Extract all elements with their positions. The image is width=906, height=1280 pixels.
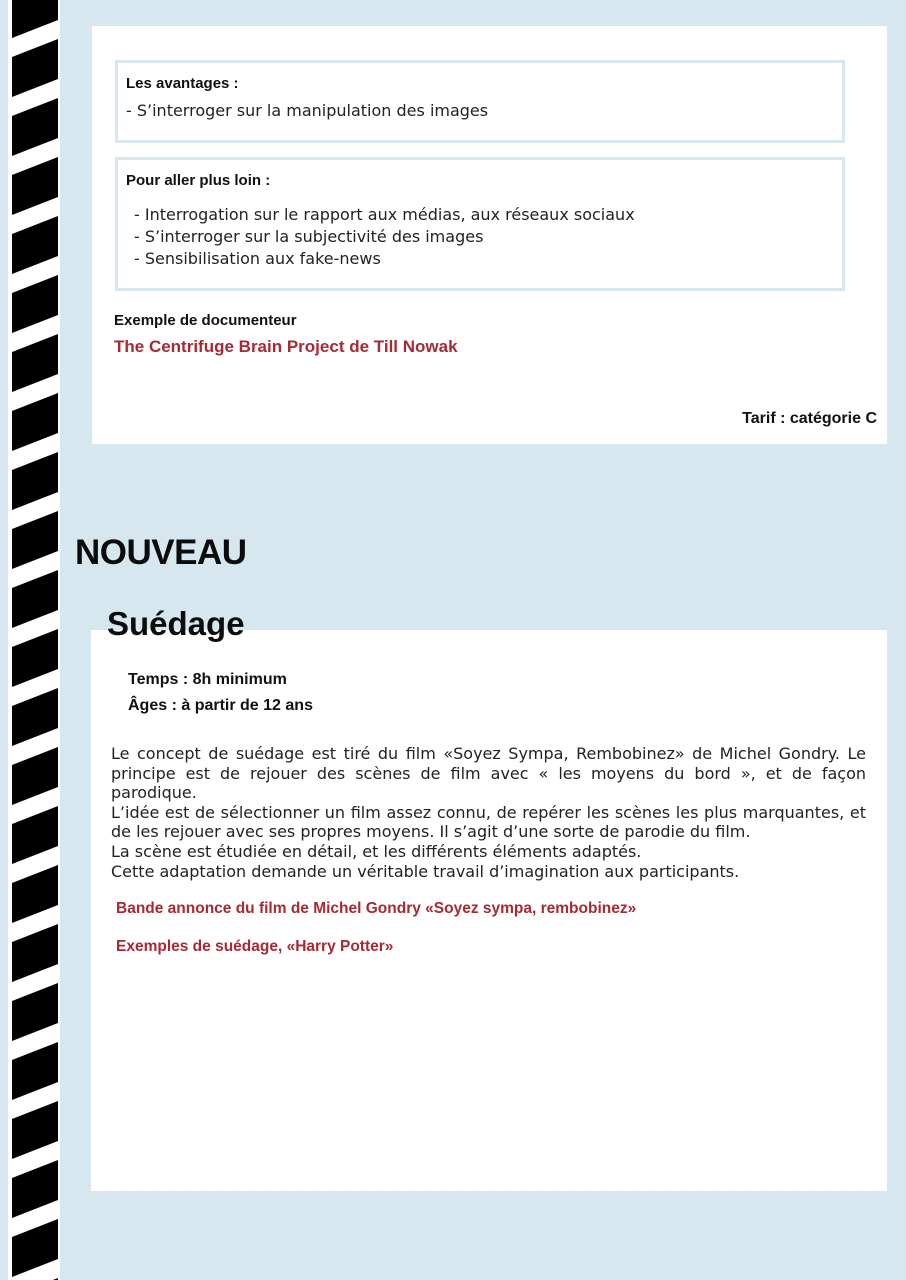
further-item: - Interrogation sur le rapport aux médias, aux réseaux sociaux [134, 205, 635, 224]
example-documentary-link[interactable]: The Centrifuge Brain Project de Till Nowak [114, 337, 458, 356]
further-title: Pour aller plus loin : [126, 172, 271, 189]
description-line: de les rejouer avec ses propres moyens. Il s’agit d’une sorte de parodie du film. [111, 822, 751, 842]
suedage-examples-link[interactable]: Exemples de suédage, «Harry Potter» [116, 938, 394, 955]
suedage-title: Suédage [107, 605, 245, 642]
film-strip-decoration [0, 0, 60, 1280]
tarif-label: Tarif : catégorie C [742, 410, 877, 427]
duration-label: Temps : 8h minimum [128, 671, 287, 688]
trailer-link[interactable]: Bande annonce du film de Michel Gondry «Soyez sympa, rembobinez» [116, 900, 637, 917]
suedage-description [111, 744, 866, 881]
description-line: principe est de rejouer des scènes de film avec « les moyens du bord », et de façon parodique. [111, 763, 866, 803]
example-label: Exemple de documenteur [114, 312, 297, 329]
film-strip-graphic [0, 0, 60, 1280]
further-item: - Sensibilisation aux fake-news [134, 249, 381, 268]
advantages-box [115, 60, 845, 143]
ages-label: Âges : à partir de 12 ans [128, 697, 313, 714]
advantages-item: - S’interroger sur la manipulation des images [126, 101, 489, 120]
further-box [115, 157, 845, 291]
description-line: La scène est étudiée en détail, et les différents éléments adaptés. [111, 841, 642, 861]
advantages-title: Les avantages : [126, 75, 239, 92]
further-item: - S’interroger sur la subjectivité des images [134, 227, 484, 246]
description-line: Le concept de suédage est tiré du film «Soyez Sympa, Rembobinez» de Michel Gondry. Le [111, 744, 866, 763]
description-line: Cette adaptation demande un véritable travail d’imagination aux participants. [111, 861, 740, 881]
description-line: L’idée est de sélectionner un film assez connu, de repérer les scènes les plus marquantes, et [111, 802, 866, 822]
nouveau-heading: NOUVEAU [75, 533, 247, 572]
